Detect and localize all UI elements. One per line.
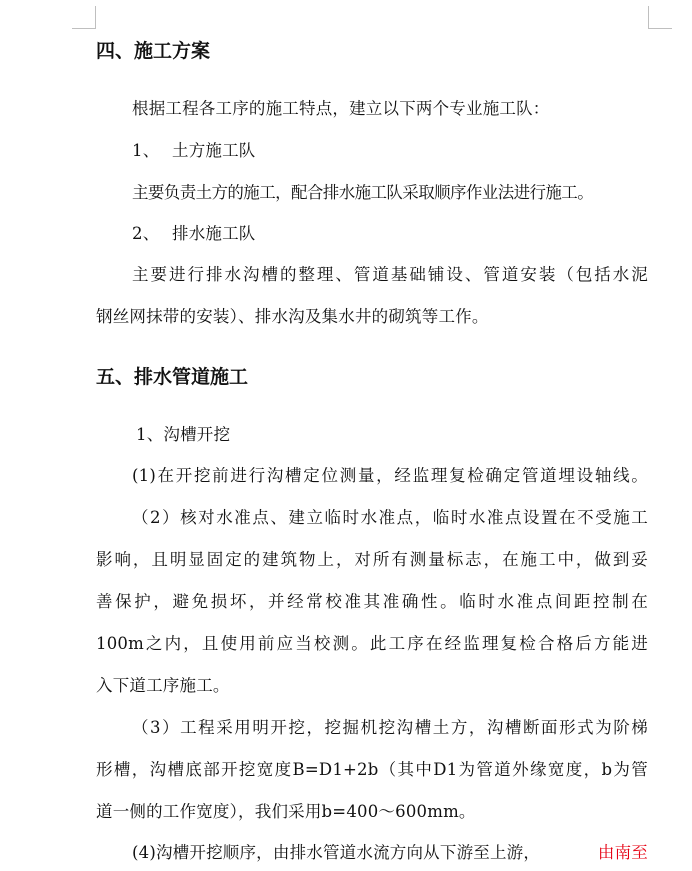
paragraph-1: (1)在开挖前进行沟槽定位测量，经监理复检确定管道埋设轴线。	[132, 466, 648, 485]
paragraph-4-line-1	[132, 843, 648, 863]
paragraph-2-line-1: （2）核对水准点、建立临时水准点，临时水准点设置在不受施工	[132, 508, 648, 527]
paragraph-2-line-3: 善保护，避免损坏，并经常校准其准确性。临时水准点间距控制在	[96, 592, 648, 611]
paragraph-3-line-3: 道一侧的工作宽度），我们采用b=400～600mm。	[96, 802, 476, 821]
paragraph-2-line-5: 入下道工序施工。	[96, 676, 230, 695]
crop-mark-top-right-horizontal	[648, 28, 672, 29]
paragraph-4-highlight: 由南至	[597, 843, 648, 862]
team-2-item	[132, 224, 256, 244]
crop-mark-top-left-horizontal	[72, 28, 96, 29]
paragraph-3-line-1: （3）工程采用明开挖，挖掘机挖沟槽土方，沟槽断面形式为阶梯	[132, 718, 648, 737]
team-1-item	[132, 141, 256, 161]
team-2-description-line-1: 主要进行排水沟槽的整理、管道基础铺设、管道安装（包括水泥	[132, 265, 648, 284]
team-1-name: 土方施工队	[172, 141, 256, 160]
crop-mark-top-right-vertical	[648, 6, 649, 28]
team-2-name: 排水施工队	[172, 224, 256, 243]
team-2-description-line-2: 钢丝网抹带的安装）、排水沟及集水井的砌筑等工作。	[96, 307, 489, 326]
paragraph-2-line-4: 100m之内，且使用前应当校测。此工序在经监理复检合格后方能进	[96, 634, 648, 653]
subsection-1-title: 1、沟槽开挖	[136, 425, 231, 444]
team-2-number: 2、	[132, 224, 160, 243]
section-4-intro: 根据工程各工序的施工特点，建立以下两个专业施工队：	[132, 99, 550, 118]
crop-mark-top-left-vertical	[95, 6, 96, 28]
paragraph-3-line-2: 形槽，沟槽底部开挖宽度B=D1+2b（其中D1为管道外缘宽度，b为管	[96, 760, 648, 779]
team-1-description: 主要负责土方的施工，配合排水施工队采取顺序作业法进行施工。	[132, 183, 594, 202]
paragraph-2-line-2: 影响，且明显固定的建筑物上，对所有测量标志，在施工中，做到妥	[96, 550, 648, 569]
section-5-heading: 五、排水管道施工	[96, 366, 249, 388]
team-1-number: 1、	[132, 141, 160, 160]
section-4-heading: 四、施工方案	[96, 40, 211, 62]
paragraph-4-text: (4)沟槽开挖顺序，由排水管道水流方向从下游至上游，	[132, 843, 541, 862]
